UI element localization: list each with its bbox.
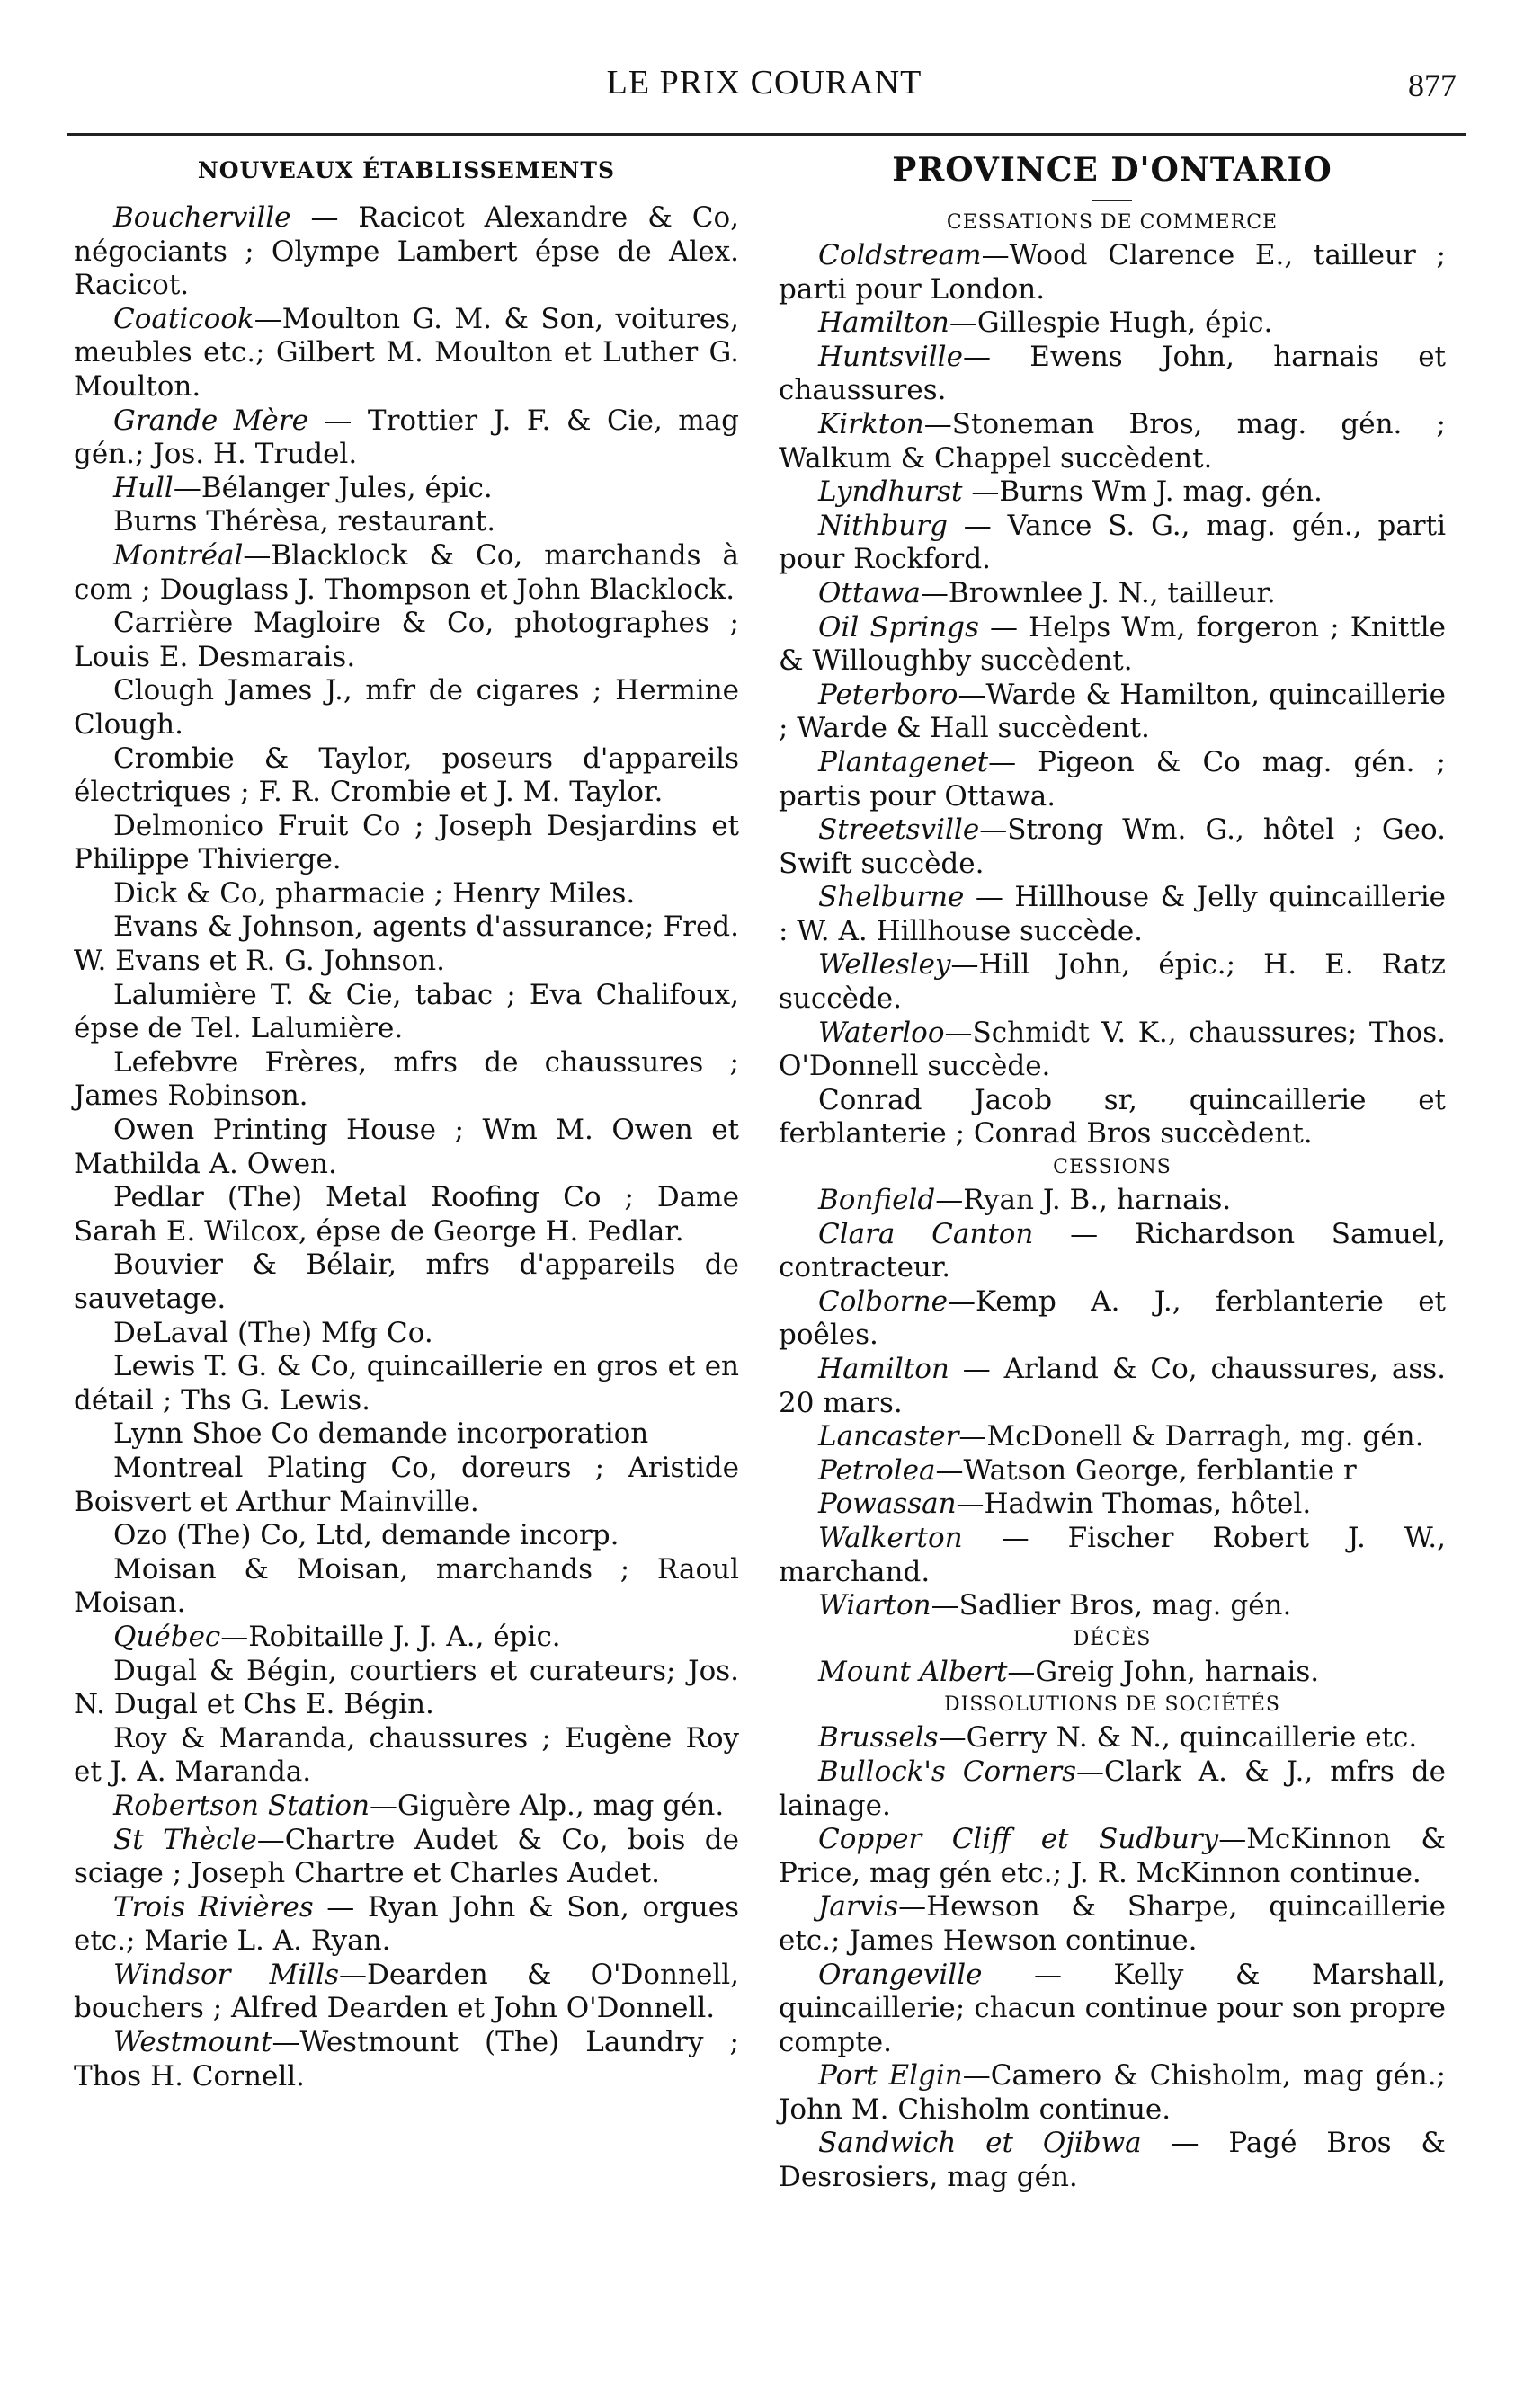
entry — [74, 979, 739, 1046]
entry-place: Montréal — [113, 538, 244, 572]
entry-place: Orangeville — [818, 1958, 983, 1991]
entry-text: — Hillhouse & Jelly quincaillerie : W. A. Hillhouse succède. — [779, 881, 1446, 947]
entry-text: —Sadlier Bros, mag. gén. — [931, 1589, 1292, 1622]
entry-text: Conrad Jacob sr, quincaillerie et ferblanterie ; Conrad Bros succèdent. — [779, 1083, 1446, 1151]
entry — [779, 341, 1446, 408]
entry-text: Pedlar (The) Metal Roofing Co ; Dame Sarah E. Wilcox, épse de George H. Pedlar. — [74, 1181, 739, 1248]
entry — [74, 1891, 739, 1959]
entry — [74, 1350, 739, 1417]
entry-text: —Chartre Audet & Co, bois de sciage ; Joseph Chartre et Charles Audet. — [74, 1823, 739, 1890]
entry-text: — Kelly & Marshall, quincaillerie; chacun continue pour son propre compte. — [779, 1958, 1446, 2058]
entry — [779, 577, 1446, 611]
entry-text: — Ewens John, harnais et chaussures. — [779, 340, 1446, 407]
entry — [74, 2026, 739, 2093]
entry-text: Clough James J., mfr de cigares ; Hermine Clough. — [74, 674, 739, 741]
entry-place: Colborne — [818, 1284, 948, 1318]
entry — [779, 1184, 1446, 1218]
entry-text: Owen Printing House ; Wm M. Owen et Mathilda A. Owen. — [74, 1114, 739, 1180]
entry-text: Burns Thérèsa, restaurant. — [113, 505, 496, 538]
entry-text: —Hewson & Sharpe, quincaillerie etc.; James Hewson continue. — [779, 1890, 1446, 1957]
entry-text: Moisan & Moisan, marchands ; Raoul Moisan. — [74, 1552, 739, 1620]
entry — [779, 239, 1446, 307]
entry-place: Hull — [113, 471, 174, 504]
entry-place: Peterboro — [818, 678, 958, 711]
entry — [779, 1353, 1446, 1420]
entry-text: — Vance S. G., mag. gén., parti pour Rockford. — [779, 509, 1446, 576]
entry-place: Robertson Station — [113, 1789, 370, 1822]
entry-text: Ozo (The) Co, Ltd, demande incorp. — [113, 1519, 619, 1552]
entry — [779, 1285, 1446, 1353]
entry — [74, 1181, 739, 1248]
entry-text: —Bélanger Jules, épic. — [173, 471, 493, 504]
entry-text: Lefebvre Frères, mfrs de chaussures ; James Robinson. — [74, 1045, 739, 1113]
entry — [74, 472, 739, 506]
entry — [779, 1488, 1446, 1522]
left-column — [74, 144, 739, 2093]
entry — [779, 1017, 1446, 1084]
entry-text: —Giguère Alp., mag gén. — [370, 1789, 725, 1822]
entry-text: Carrière Magloire & Co, photographes ; Louis E. Desmarais. — [74, 607, 739, 673]
entry-text: —Warde & Hamilton, quincaillerie ; Warde & Hall succèdent. — [779, 678, 1446, 745]
entry — [779, 679, 1446, 746]
entry-text: Montreal Plating Co, doreurs ; Aristide Boisvert et Arthur Mainville. — [74, 1451, 739, 1518]
entry-text: Dugal & Bégin, courtiers et curateurs; Jos. N. Dugal et Chs E. Bégin. — [74, 1654, 739, 1721]
entry-text: —McDonell & Darragh, mg. gén. — [958, 1420, 1424, 1453]
entry-place: Walkerton — [818, 1521, 963, 1554]
entry — [74, 505, 739, 539]
short-rule — [1092, 200, 1132, 201]
entry — [74, 1452, 739, 1519]
entry-text: Bouvier & Bélair, mfrs d'appareils de sauvetage. — [74, 1248, 739, 1315]
entry-text: Delmonico Fruit Co ; Joseph Desjardins et Philippe Thivierge. — [74, 809, 739, 876]
entry — [779, 1218, 1446, 1285]
entry — [74, 607, 739, 674]
right-column — [779, 144, 1446, 2195]
entry-text: —Dearden & O'Donnell, bouchers ; Alfred Dearden et John O'Donnell. — [74, 1958, 739, 2025]
entry — [779, 307, 1446, 341]
entry-text: —Gillespie Hugh, épic. — [949, 307, 1273, 340]
entry-text: —Kemp A. J., ferblanterie et poêles. — [779, 1284, 1446, 1352]
entry — [74, 1417, 739, 1452]
entry-text: —Stoneman Bros, mag. gén. ; Walkum & Chappel succèdent. — [779, 407, 1446, 475]
entry-place: Hamilton — [818, 1353, 949, 1385]
entry-place: Copper Cliff et Sudbury — [818, 1823, 1219, 1856]
entry-text: — Fischer Robert J. W., marchand. — [779, 1521, 1446, 1588]
entry — [74, 1790, 739, 1824]
entry-place: Bonfield — [818, 1184, 936, 1217]
entry — [74, 1519, 739, 1553]
entry — [74, 539, 739, 607]
entry-place: Jarvis — [818, 1890, 899, 1924]
entry — [779, 611, 1446, 679]
entry-place: Mount Albert — [818, 1655, 1008, 1688]
entry-text: Lynn Shoe Co demande incorporation — [113, 1417, 649, 1451]
entry-place: Oil Springs — [818, 610, 979, 644]
entry-place: Waterloo — [818, 1016, 945, 1049]
entry-text: —Clark A. & J., mfrs de lainage. — [779, 1755, 1446, 1822]
entry-place: Wiarton — [818, 1589, 931, 1622]
entry — [74, 1655, 739, 1722]
entry-text: Crombie & Taylor, poseurs d'appareils électriques ; F. R. Crombie et J. M. Taylor. — [74, 742, 739, 809]
subsection-title: CESSATIONS DE COMMERCE — [946, 211, 1279, 234]
entry — [74, 1824, 739, 1891]
entry — [74, 1553, 739, 1621]
entry-place: St Thècle — [113, 1823, 257, 1856]
sections-list — [779, 207, 1446, 2195]
entry-place: Coaticook — [113, 302, 254, 335]
entry-text: — Pagé Bros & Desrosiers, mag gén. — [779, 2127, 1446, 2194]
entry-text: DeLaval (The) Mfg Co. — [113, 1316, 433, 1349]
entry-text: — Helps Wm, forgeron ; Knittle & Willoughby succèdent. — [779, 610, 1446, 678]
entry-text: —Ryan J. B., harnais. — [935, 1184, 1232, 1217]
entry-place: Huntsville — [818, 340, 963, 373]
entry-place: Lyndhurst — [818, 475, 963, 509]
subsection-title: CESSIONS — [1053, 1156, 1172, 1179]
entry — [74, 1317, 739, 1351]
entry-text: — Trottier J. F. & Cie, mag gén.; Jos. H. Trudel. — [74, 404, 739, 471]
header-rule — [67, 133, 1466, 136]
entry-text: —Brownlee J. N., tailleur. — [920, 576, 1276, 609]
entry — [779, 881, 1446, 948]
entry-place: Windsor Mills — [113, 1958, 339, 1991]
entry-place: Shelburne — [818, 881, 965, 914]
entry-place: Grande Mère — [113, 404, 308, 437]
entry-text: —Burns Wm J. mag. gén. — [962, 475, 1323, 509]
entry-text: Evans & Johnson, agents d'assurance; Fred. W. Evans et R. G. Johnson. — [74, 911, 739, 978]
entry-place: Kirkton — [818, 407, 924, 440]
entry — [779, 510, 1446, 577]
entry-text: —McKinnon & Price, mag gén etc.; J. R. McKinnon continue. — [779, 1823, 1446, 1889]
section-title-nouveaux: NOUVEAUX ÉTABLISSEMENTS — [197, 157, 616, 183]
entry — [779, 1522, 1446, 1589]
entry-place: Québec — [113, 1620, 221, 1653]
entry-place: Sandwich et Ojibwa — [818, 2127, 1142, 2160]
entry — [779, 746, 1446, 813]
entry-place: Clara Canton — [818, 1217, 1034, 1250]
entry-place: Hamilton — [818, 307, 949, 340]
entry-text: —Robitaille J. J. A., épic. — [220, 1620, 561, 1653]
entry — [74, 1722, 739, 1790]
entry — [74, 911, 739, 978]
entry-text: —Watson George, ferblantie r — [935, 1453, 1357, 1487]
entry-text: —Moulton G. M. & Son, voitures, meubles etc.; Gilbert M. Moulton et Luther G. Moulton. — [74, 302, 739, 403]
entry-text: — Arland & Co, chaussures, ass. 20 mars. — [779, 1353, 1446, 1419]
entry — [779, 408, 1446, 475]
entry-text: —Greig John, harnais. — [1007, 1655, 1320, 1688]
entry — [779, 948, 1446, 1016]
entries-list — [74, 201, 739, 2093]
entry-text: — Pigeon & Co mag. gén. ; partis pour Ottawa. — [779, 745, 1446, 813]
subsection-title: DÉCÈS — [1073, 1627, 1152, 1650]
entry-text: —Hill John, épic.; H. E. Ratz succède. — [779, 948, 1446, 1016]
entry — [779, 1656, 1446, 1690]
entry — [779, 1823, 1446, 1890]
entry — [779, 1755, 1446, 1823]
entry — [74, 877, 739, 911]
entry-place: Brussels — [818, 1721, 939, 1755]
entry — [74, 742, 739, 810]
entry-place: Streetsville — [818, 813, 980, 847]
entry — [74, 303, 739, 404]
page-number: 877 — [1408, 67, 1457, 103]
entry-text: — Richardson Samuel, contracteur. — [779, 1217, 1446, 1284]
entry — [779, 1959, 1446, 2060]
entry-text: —Schmidt V. K., chaussures; Thos. O'Donnell succède. — [779, 1016, 1446, 1083]
entry-text: Roy & Maranda, chaussures ; Eugène Roy et J. A. Maranda. — [74, 1721, 739, 1789]
entry — [779, 1721, 1446, 1755]
entry — [74, 1046, 739, 1114]
province-title: PROVINCE D'ONTARIO — [892, 151, 1332, 189]
entry-place: Port Elgin — [818, 2059, 963, 2093]
entry — [779, 1890, 1446, 1958]
entry — [74, 1621, 739, 1655]
entry-text: —Hadwin Thomas, hôtel. — [956, 1488, 1312, 1521]
entry-place: Boucherville — [113, 201, 291, 234]
entry — [74, 810, 739, 877]
entry — [779, 1084, 1446, 1151]
entry-place: Petrolea — [818, 1453, 936, 1487]
entry-place: Powassan — [818, 1488, 957, 1521]
page-header — [72, 56, 1457, 110]
entry — [74, 201, 739, 303]
entry — [74, 674, 739, 742]
entry-text: Lalumière T. & Cie, tabac ; Eva Chalifoux, épse de Tel. Lalumière. — [74, 978, 739, 1045]
entry-text: —Strong Wm. G., hôtel ; Geo. Swift succède. — [779, 813, 1446, 880]
entry — [779, 1420, 1446, 1454]
entry-text: —Westmount (The) Laundry ; Thos H. Cornell. — [74, 2026, 739, 2093]
entry-place: Westmount — [113, 2026, 272, 2059]
entry-text: — Ryan John & Son, orgues etc.; Marie L. A. Ryan. — [74, 1890, 739, 1958]
entry-text: — Racicot Alexandre & Co, négociants ; Olympe Lambert épse de Alex. Racicot. — [74, 201, 739, 302]
entry — [779, 2127, 1446, 2194]
entry-text: Lewis T. G. & Co, quincaillerie en gros et en détail ; Ths G. Lewis. — [74, 1350, 739, 1417]
entry — [779, 1589, 1446, 1623]
entry-place: Bullock's Corners — [818, 1755, 1077, 1788]
entry-place: Plantagenet — [818, 745, 989, 778]
entry-text: —Blacklock & Co, marchands à com ; Douglass J. Thompson et John Blacklock. — [74, 538, 739, 606]
entry-text: —Gerry N. & N., quincaillerie etc. — [938, 1721, 1418, 1755]
entry-place: Ottawa — [818, 576, 921, 609]
subsection-title: DISSOLUTIONS DE SOCIÉTÉS — [944, 1693, 1280, 1717]
entry-text: Dick & Co, pharmacie ; Henry Miles. — [113, 876, 636, 910]
entry-place: Trois Rivières — [113, 1890, 314, 1924]
entry — [74, 1248, 739, 1316]
entry — [779, 2059, 1446, 2127]
entry-place: Wellesley — [818, 948, 951, 982]
entry-place: Coldstream — [818, 239, 982, 271]
entry — [779, 813, 1446, 881]
entry-text: —Camero & Chisholm, mag gén.; John M. Chisholm continue. — [779, 2059, 1446, 2126]
entry — [74, 404, 739, 472]
entry — [74, 1959, 739, 2026]
entry — [779, 475, 1446, 510]
entry — [779, 1454, 1446, 1488]
running-title: LE PRIX COURANT — [606, 64, 922, 102]
entry — [74, 1114, 739, 1181]
entry-place: Nithburg — [818, 509, 948, 542]
entry-place: Lancaster — [818, 1420, 959, 1453]
entry-text: —Wood Clarence E., tailleur ; parti pour London. — [779, 239, 1446, 306]
